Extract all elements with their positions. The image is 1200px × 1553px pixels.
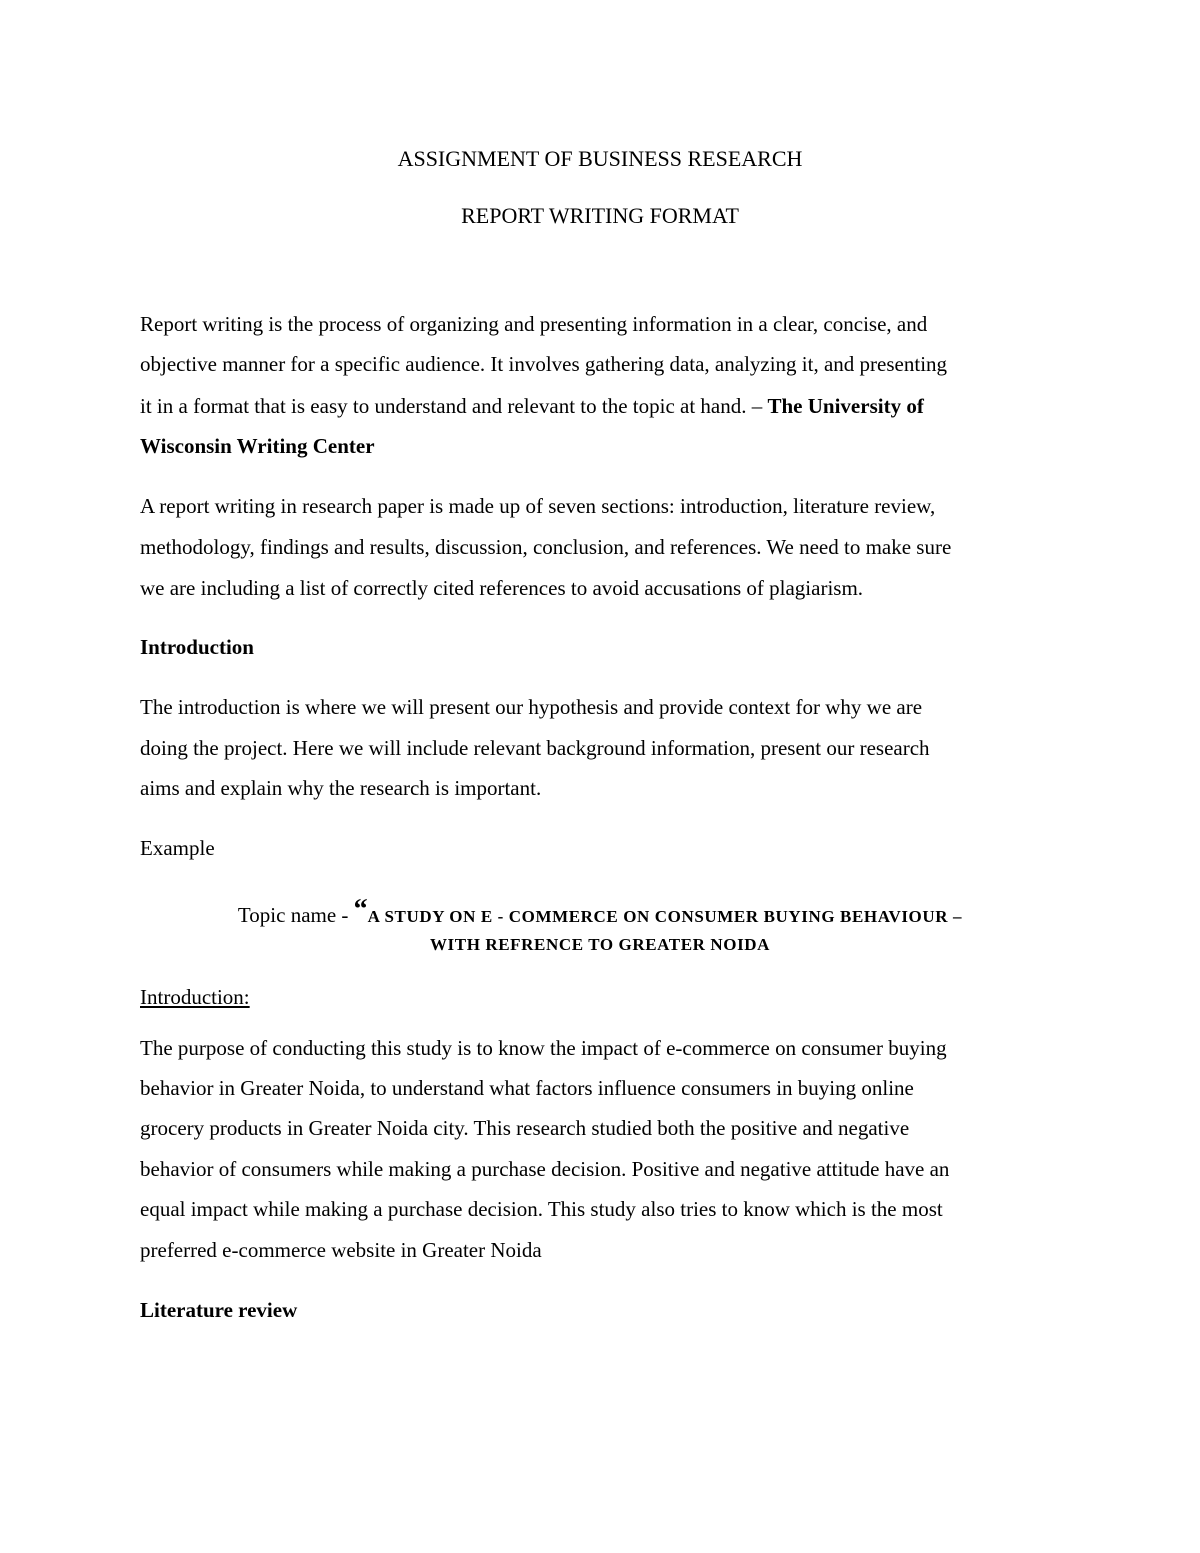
paragraph-line: preferred e-commerce website in Greater Noida bbox=[140, 1238, 542, 1262]
section-heading-introduction: Introduction bbox=[140, 635, 254, 659]
topic-title: WITH REFRENCE TO GREATER NOIDA bbox=[429, 935, 771, 954]
paragraph-line bbox=[140, 392, 924, 420]
document-title: ASSIGNMENT OF BUSINESS RESEARCH bbox=[397, 146, 803, 171]
section-heading-literature-review: Literature review bbox=[140, 1298, 298, 1322]
paragraph-line: behavior in Greater Noida, to understand what factors influence consumers in buying online bbox=[140, 1076, 914, 1100]
topic-title: A STUDY ON E - COMMERCE ON CONSUMER BUYING BEHAVIOUR – bbox=[367, 907, 963, 926]
citation-source: The University of bbox=[767, 394, 924, 418]
example-introduction-label: Introduction: bbox=[140, 985, 250, 1009]
topic-line bbox=[0, 894, 1200, 930]
paragraph-text: it in a format that is easy to understand and relevant to the topic at hand. – bbox=[140, 394, 768, 418]
topic-line bbox=[0, 935, 1200, 955]
paragraph-line: we are including a list of correctly cited references to avoid accusations of plagiarism. bbox=[140, 576, 864, 600]
citation-source: Wisconsin Writing Center bbox=[140, 434, 375, 458]
paragraph-line: behavior of consumers while making a purchase decision. Positive and negative attitude have an bbox=[140, 1157, 950, 1181]
paragraph-line: objective manner for a specific audience. It involves gathering data, analyzing it, and presenting bbox=[140, 352, 948, 376]
topic-quote-mark: “ bbox=[353, 894, 368, 925]
paragraph-line: grocery products in Greater Noida city. This research studied both the positive and negative bbox=[140, 1116, 910, 1140]
paragraph-line: aims and explain why the research is important. bbox=[140, 776, 542, 800]
paragraph-line: doing the project. Here we will include relevant background information, present our research bbox=[140, 736, 930, 760]
paragraph-line: Report writing is the process of organizing and presenting information in a clear, concise, and bbox=[140, 312, 928, 336]
paragraph-line: A report writing in research paper is made up of seven sections: introduction, literature review, bbox=[140, 494, 936, 518]
paragraph-line: equal impact while making a purchase decision. This study also tries to know which is the most bbox=[140, 1197, 943, 1221]
example-label: Example bbox=[140, 836, 215, 860]
paragraph-line: methodology, findings and results, discussion, conclusion, and references. We need to make sure bbox=[140, 535, 952, 559]
paragraph-line: The purpose of conducting this study is to know the impact of e-commerce on consumer buying bbox=[140, 1036, 947, 1060]
document-subtitle: REPORT WRITING FORMAT bbox=[461, 203, 739, 228]
paragraph-line: The introduction is where we will present our hypothesis and provide context for why we are bbox=[140, 695, 923, 719]
topic-prefix: Topic name - bbox=[237, 903, 354, 927]
